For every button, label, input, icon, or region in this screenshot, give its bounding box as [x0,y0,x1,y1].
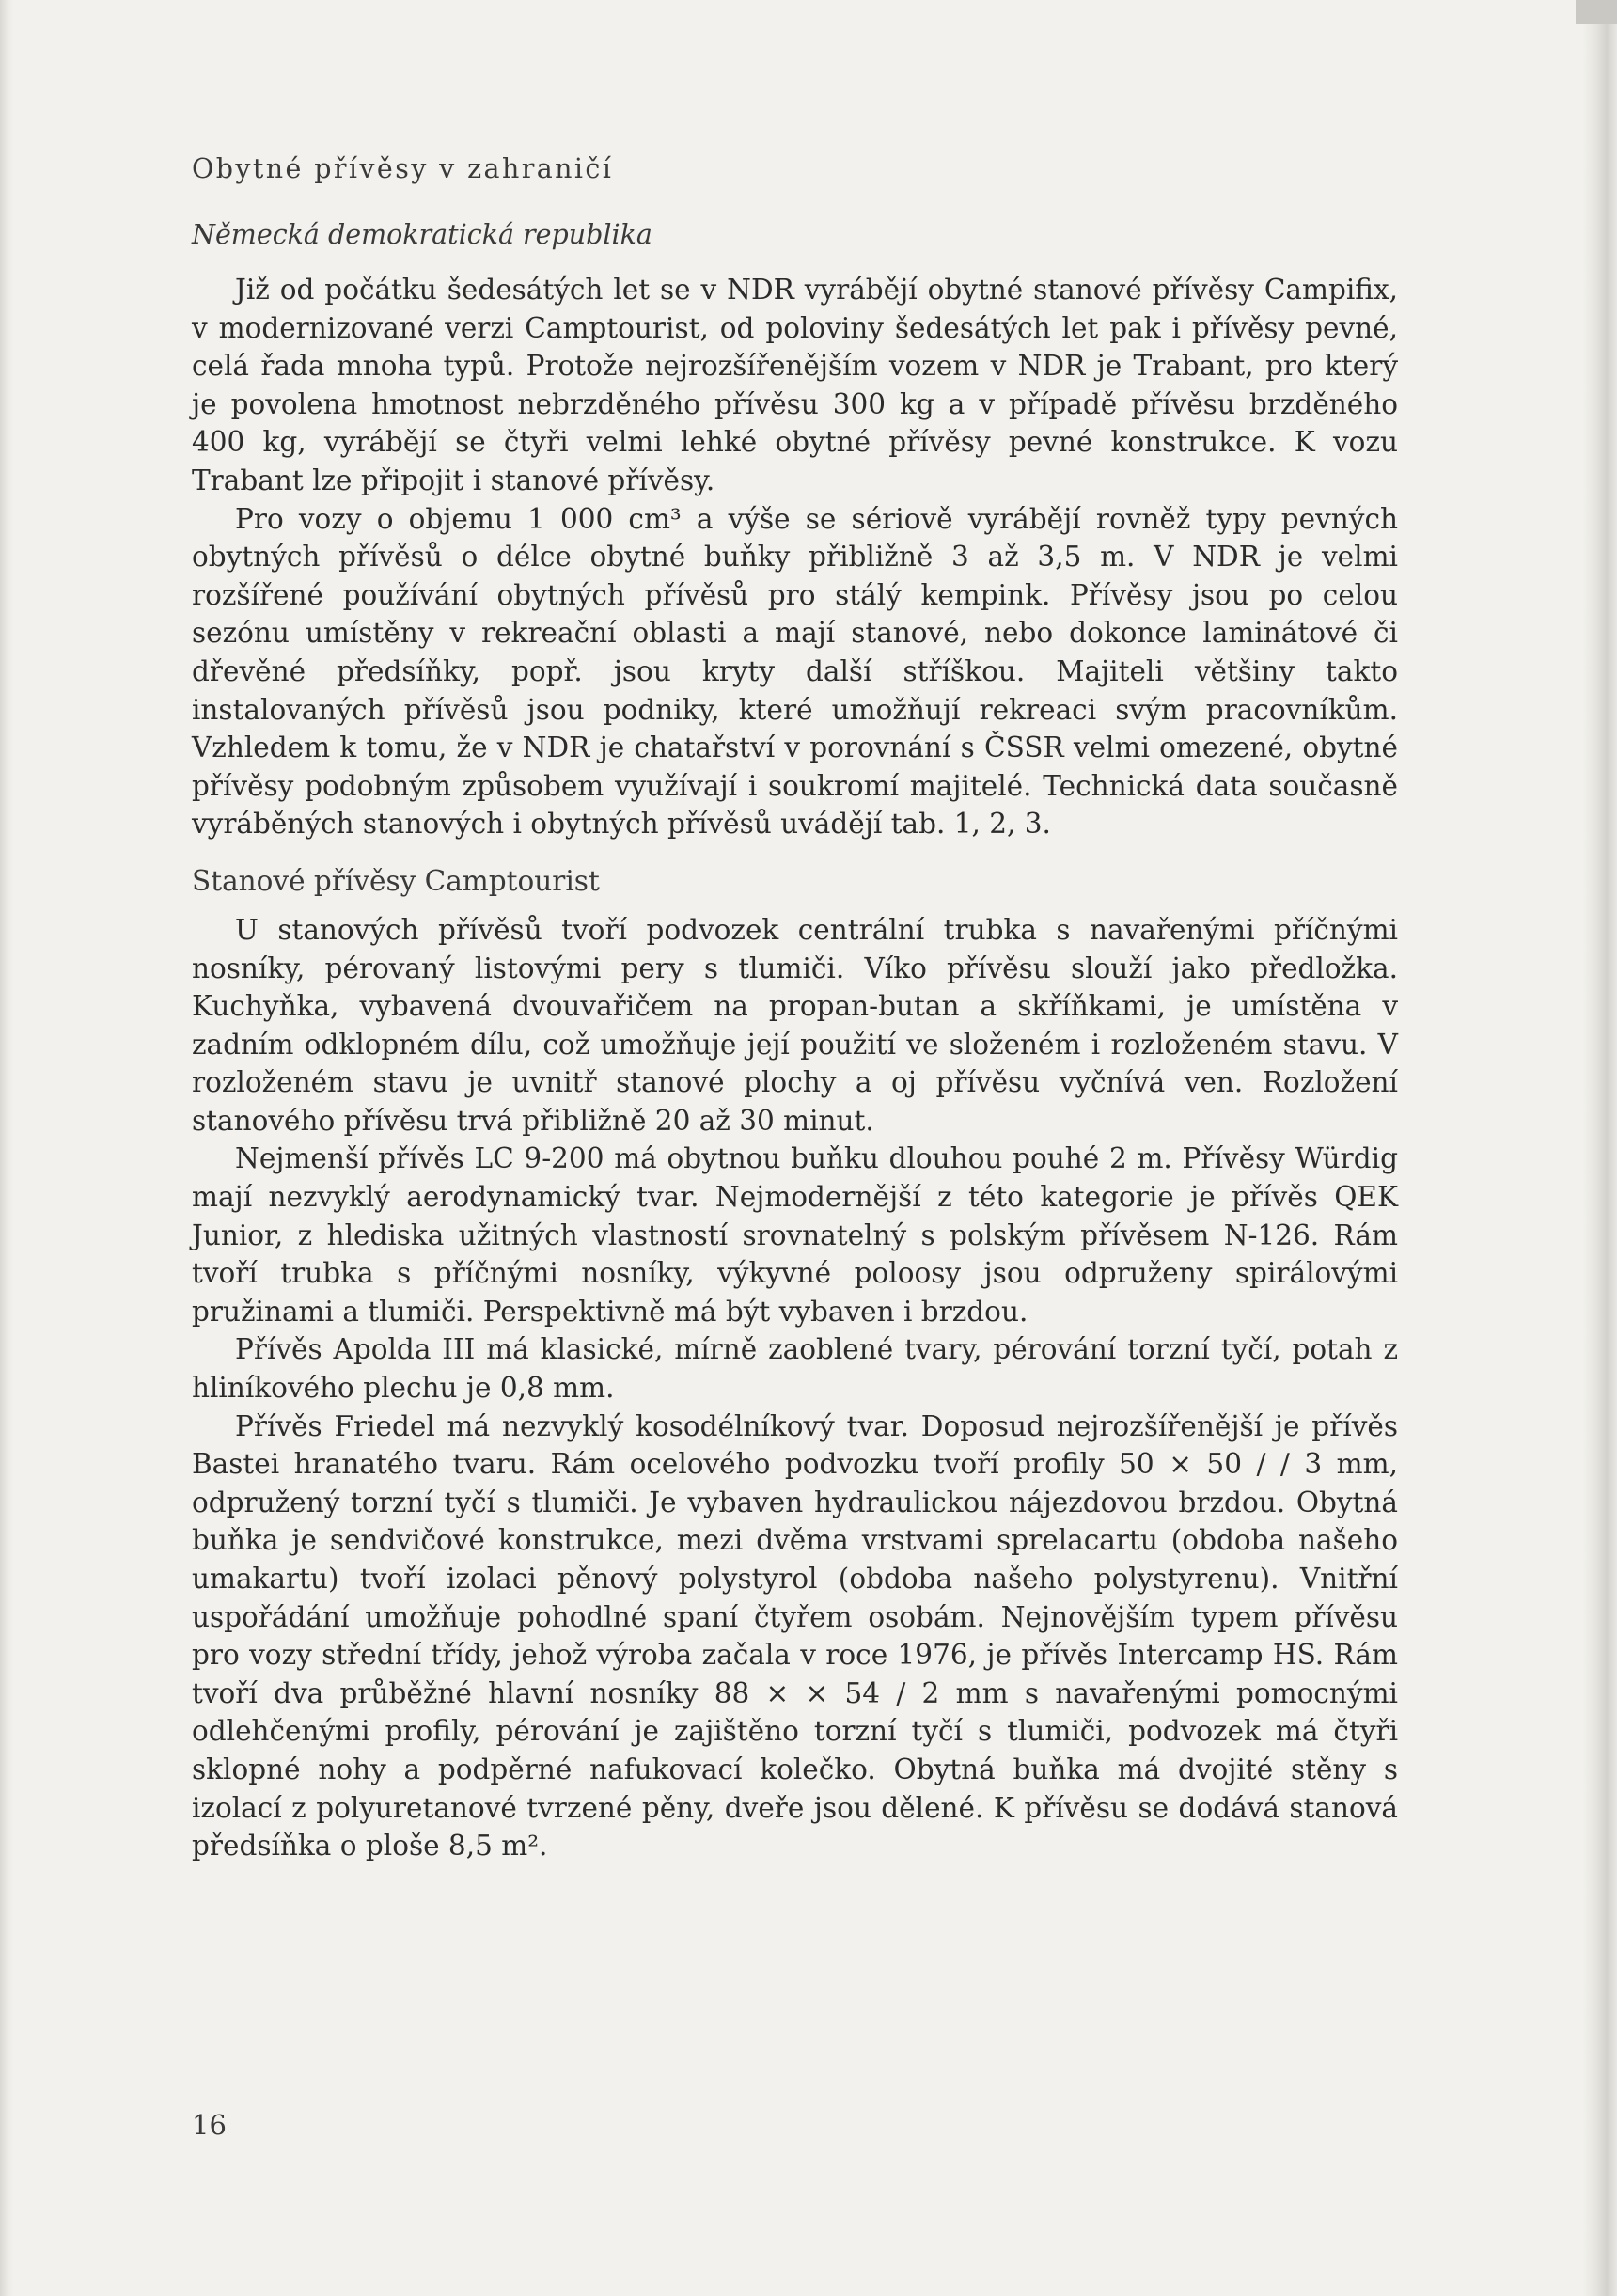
page-content [192,139,1398,1865]
paragraph-6: Přívěs Friedel má nezvyklý kosodélníkový tvar. Doposud nejrozšířenější je přívěs Bastei hranatého tvaru. Rám ocelového podvozku tvoří profily 50 × 50 / / 3 mm, odpružený torzní tyčí s tlumiči. Je vybaven hydraulickou nájezdovou brzdou. Obytná buňka je sendvičové konstrukce, mezi dvěma vrstvami sprelacartu (obdoba našeho umakartu) tvoří izolaci pěnový polystyrol (obdoba našeho polystyrenu). Vnitřní uspořádání umožňuje pohodlné spaní čtyřem osobám. Nejnovějším typem přívěsu pro vozy střední třídy, jehož výroba začala v roce 1976, je přívěs Intercamp HS. Rám tvoří dva průběžné hlavní nosníky 88 × × 54 / 2 mm s navařenými pomocnými odlehčenými profily, pérování je zajištěno torzní tyčí s tlumiči, podvozek má čtyři sklopné nohy a podpěrné nafukovací kolečko. Obytná buňka má dvojité stěny s izolací z polyuretanové tvrzené pěny, dveře jsou dělené. K přívěsu se dodává stanová předsíňka o ploše 8,5 m². [192,1409,1398,1863]
paragraph-5: Přívěs Apolda III má klasické, mírně zaoblené tvary, pérování torzní tyčí, potah z hliníkového plechu je 0,8 mm. [192,1333,1398,1405]
subsection-title: Německá demokratická republika [192,219,652,250]
paragraph-2: Pro vozy o objemu 1 000 cm³ a výše se sériově vyrábějí rovněž typy pevných obytných přívěsů o délce obytné buňky přibližně 3 až 3,5 m. V NDR je velmi rozšířené používání obytných přívěsů pro stálý kempink. Přívěsy jsou po celou sezónu umístěny v rekreační oblasti a mají stanové, nebo dokonce laminátové či dřevěné předsíňky, popř. jsou kryty další stříškou. Majiteli většiny takto instalovaných přívěsů jsou podniky, které umožňují rekreaci svým pracovníkům. Vzhledem k tomu, že v NDR je chatařství v porovnání s ČSSR velmi omezené, obytné přívěsy podobným způsobem využívají i soukromí majitelé. Technická data současně vyráběných stanových i obytných přívěsů uvádějí tab. 1, 2, 3. [192,502,1398,841]
paragraph-1: Již od počátku šedesátých let se v NDR vyrábějí obytné stanové přívěsy Campifix, v modernizované verzi Camptourist, od poloviny šedesátých let pak i přívěsy pevné, celá řada mnoha typů. Protože nejrozšířenějším vozem v NDR je Trabant, pro který je povolena hmotnost nebrzděného přívěsu 300 kg a v případě přívěsu brzděného 400 kg, vyrábějí se čtyři velmi lehké obytné přívěsy pevné konstrukce. K vozu Trabant lze připojit i stanové přívěsy. [192,274,1398,496]
section-title: Obytné přívěsy v zahraničí [192,153,614,184]
page-corner [1576,0,1617,24]
paragraph-3: U stanových přívěsů tvoří podvozek centrální trubka s navařenými příčnými nosníky, pérovaný listovými pery s tlumiči. Víko přívěsu slouží jako předložka. Kuchyňka, vybavená dvouvařičem na propan-butan a skříňkami, je umístěna v zadním odklopném dílu, což umožňuje její použití ve složeném i rozloženém stavu. V rozloženém stavu je uvnitř stanové plochy a oj přívěsu vyčnívá ven. Rozložení stanového přívěsu trvá přibližně 20 až 30 minut. [192,913,1398,1137]
section2-title: Stanové přívěsy Camptourist [192,864,600,897]
paragraph-4: Nejmenší přívěs LC 9-200 má obytnou buňku dlouhou pouhé 2 m. Přívěsy Würdig mají nezvyklý aerodynamický tvar. Nejmodernější z této kategorie je přívěs QEK Junior, z hlediska užitných vlastností srovnatelný s polským přívěsem N-126. Rám tvoří trubka s příčnými nosníky, výkyvné poloosy jsou odpruženy spirálovými pružinami a tlumiči. Perspektivně má být vybaven i brzdou. [192,1142,1398,1328]
page-edge-right [1583,0,1617,2296]
page-edge-left [0,0,13,2296]
page-number: 16 [192,2109,227,2141]
